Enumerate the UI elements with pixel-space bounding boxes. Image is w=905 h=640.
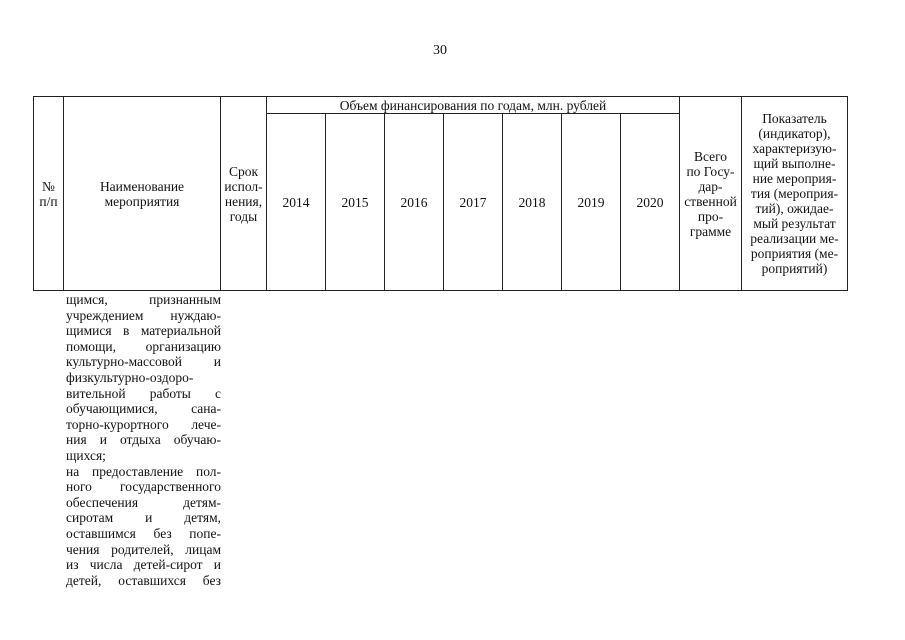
- text-line: учреждением нуждаю-: [66, 307, 221, 323]
- text-line: на предоставление пол-: [66, 463, 221, 479]
- header-term: Срок испол- нения, годы: [221, 97, 267, 291]
- text-line: вительной работы с: [66, 385, 221, 401]
- text-line: чения родителей, лицам: [66, 541, 221, 557]
- text-line: оставшимся без попе-: [66, 525, 221, 541]
- header-year-2020: 2020: [621, 114, 680, 291]
- header-year-2017: 2017: [444, 114, 503, 291]
- header-year-2016: 2016: [385, 114, 444, 291]
- continued-text-block: [66, 292, 221, 588]
- text-line: ния и отдыха обучаю-: [66, 432, 221, 448]
- table-header-row-top: [34, 97, 848, 114]
- text-line: ного государственного: [66, 479, 221, 495]
- header-total: Всего по Госу- дар- ственной про- грамме: [680, 97, 742, 291]
- funding-table-header: [33, 96, 848, 291]
- header-year-2019: 2019: [562, 114, 621, 291]
- text-line: щимися в материальной: [66, 323, 221, 339]
- text-line: сиротам и детям,: [66, 510, 221, 526]
- text-line: обучающимися, сана-: [66, 401, 221, 417]
- header-year-2015: 2015: [326, 114, 385, 291]
- page-number: 30: [433, 43, 447, 58]
- text-line: щихся;: [66, 447, 106, 463]
- header-indicator: Показатель (индикатор), характеризую- щий выполне- ние мероприя- тия (мероприя- тий), ожидае- мый результат реализации ме- роприятия (ме- роприятий): [742, 97, 848, 291]
- text-line: щимся, признанным: [66, 292, 221, 307]
- text-line: помощи, организацию: [66, 338, 221, 354]
- header-year-2018: 2018: [503, 114, 562, 291]
- text-line: физкультурно-оздоро-: [66, 369, 194, 385]
- header-name: Наименование мероприятия: [64, 97, 221, 291]
- text-line: культурно-массовой и: [66, 354, 221, 370]
- text-line: торно-курортного лече-: [66, 416, 221, 432]
- text-line: из числа детей-сирот и: [66, 557, 221, 573]
- text-line: обеспечения детям-: [66, 494, 221, 510]
- text-line: детей, оставшихся без: [66, 572, 221, 588]
- header-year-2014: 2014: [267, 114, 326, 291]
- header-funding-group: Объем финансирования по годам, млн. рублей: [267, 97, 680, 114]
- header-num: № п/п: [34, 97, 64, 291]
